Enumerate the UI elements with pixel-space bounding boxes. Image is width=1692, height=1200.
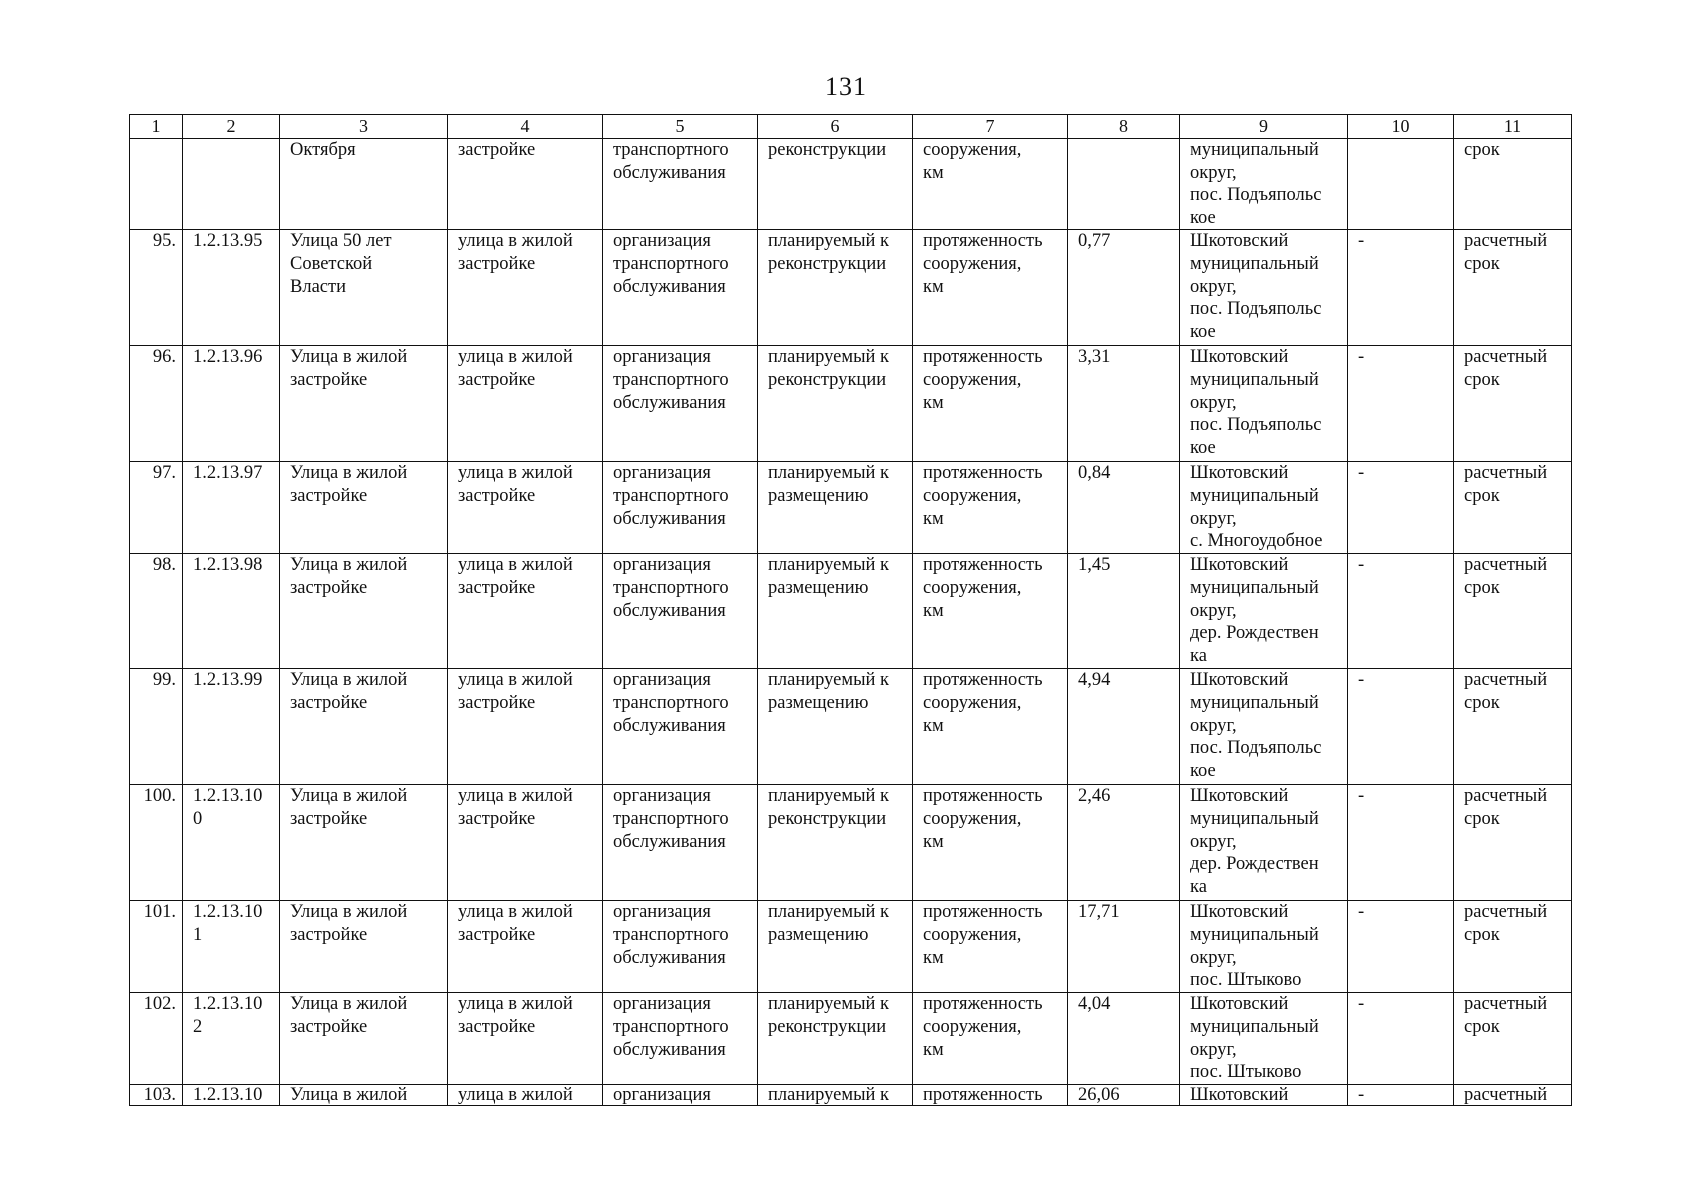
table-row: [130, 993, 1572, 1085]
value-cell: 4,94: [1068, 669, 1180, 785]
row-number-cell: 101.: [130, 901, 183, 993]
zone-cell: -: [1348, 230, 1454, 346]
table-row: [130, 346, 1572, 462]
zone-cell: -: [1348, 1085, 1454, 1106]
location-cell: Шкотовский муниципальный округ, с. Многоудобное: [1180, 462, 1348, 554]
value-cell: [1068, 139, 1180, 230]
object-code-cell: 1.2.13.95: [183, 230, 280, 346]
object-code-cell: 1.2.13.10 2: [183, 993, 280, 1085]
column-number: 4: [448, 115, 603, 139]
zone-cell: -: [1348, 993, 1454, 1085]
location-cell: Шкотовский муниципальный округ, дер. Рождествен ка: [1180, 785, 1348, 901]
object-code-cell: 1.2.13.99: [183, 669, 280, 785]
object-name-cell: Улица в жилой застройке: [280, 462, 448, 554]
value-cell: 17,71: [1068, 901, 1180, 993]
characteristic-cell: сооружения, км: [913, 139, 1068, 230]
term-cell: расчетный срок: [1454, 901, 1572, 993]
planning-table: [129, 114, 1572, 1106]
object-name-cell: Октября: [280, 139, 448, 230]
object-type-cell: улица в жилой застройке: [448, 554, 603, 669]
value-cell: 26,06: [1068, 1085, 1180, 1106]
column-number: 10: [1348, 115, 1454, 139]
row-number-cell: 99.: [130, 669, 183, 785]
purpose-cell: организация транспортного обслуживания: [603, 554, 758, 669]
column-number: 9: [1180, 115, 1348, 139]
object-name-cell: Улица в жилой застройке: [280, 993, 448, 1085]
status-cell: планируемый к реконструкции: [758, 785, 913, 901]
location-cell: Шкотовский муниципальный округ, пос. Подъяпольс кое: [1180, 669, 1348, 785]
column-number: 1: [130, 115, 183, 139]
table-row: [130, 669, 1572, 785]
object-code-cell: 1.2.13.97: [183, 462, 280, 554]
row-number-cell: [130, 139, 183, 230]
zone-cell: [1348, 139, 1454, 230]
object-name-cell: Улица в жилой застройке: [280, 785, 448, 901]
row-number-cell: 100.: [130, 785, 183, 901]
table-row: [130, 901, 1572, 993]
object-type-cell: застройке: [448, 139, 603, 230]
column-number: 8: [1068, 115, 1180, 139]
value-cell: 3,31: [1068, 346, 1180, 462]
table-row: [130, 554, 1572, 669]
status-cell: планируемый к размещению: [758, 669, 913, 785]
status-cell: планируемый к: [758, 1085, 913, 1106]
characteristic-cell: протяженность сооружения, км: [913, 901, 1068, 993]
object-name-cell: Улица в жилой застройке: [280, 669, 448, 785]
location-cell: Шкотовский муниципальный округ, пос. Подъяпольс кое: [1180, 230, 1348, 346]
purpose-cell: организация транспортного обслуживания: [603, 346, 758, 462]
row-number-cell: 103.: [130, 1085, 183, 1106]
value-cell: 1,45: [1068, 554, 1180, 669]
object-name-cell: Улица в жилой застройке: [280, 901, 448, 993]
characteristic-cell: протяженность: [913, 1085, 1068, 1106]
object-code-cell: 1.2.13.10: [183, 1085, 280, 1106]
column-number: 7: [913, 115, 1068, 139]
table-row: [130, 139, 1572, 230]
status-cell: планируемый к реконструкции: [758, 993, 913, 1085]
object-type-cell: улица в жилой застройке: [448, 785, 603, 901]
object-code-cell: 1.2.13.98: [183, 554, 280, 669]
table-row: [130, 1085, 1572, 1106]
purpose-cell: организация транспортного обслуживания: [603, 993, 758, 1085]
row-number-cell: 98.: [130, 554, 183, 669]
row-number-cell: 102.: [130, 993, 183, 1085]
object-code-cell: [183, 139, 280, 230]
location-cell: Шкотовский муниципальный округ, пос. Штыково: [1180, 993, 1348, 1085]
page-number: 131: [825, 72, 867, 101]
column-number: 11: [1454, 115, 1572, 139]
status-cell: планируемый к реконструкции: [758, 346, 913, 462]
value-cell: 2,46: [1068, 785, 1180, 901]
row-number-cell: 95.: [130, 230, 183, 346]
zone-cell: -: [1348, 785, 1454, 901]
location-cell: Шкотовский муниципальный округ, пос. Штыково: [1180, 901, 1348, 993]
term-cell: расчетный срок: [1454, 554, 1572, 669]
characteristic-cell: протяженность сооружения, км: [913, 669, 1068, 785]
table-row: [130, 785, 1572, 901]
object-type-cell: улица в жилой застройке: [448, 901, 603, 993]
object-type-cell: улица в жилой застройке: [448, 346, 603, 462]
term-cell: расчетный срок: [1454, 462, 1572, 554]
purpose-cell: транспортного обслуживания: [603, 139, 758, 230]
purpose-cell: организация: [603, 1085, 758, 1106]
term-cell: расчетный срок: [1454, 346, 1572, 462]
row-number-cell: 96.: [130, 346, 183, 462]
column-number: 6: [758, 115, 913, 139]
status-cell: реконструкции: [758, 139, 913, 230]
table-row: [130, 230, 1572, 346]
zone-cell: -: [1348, 901, 1454, 993]
row-number-cell: 97.: [130, 462, 183, 554]
value-cell: 0,77: [1068, 230, 1180, 346]
object-name-cell: Улица в жилой: [280, 1085, 448, 1106]
column-number-row: [130, 115, 1572, 139]
status-cell: планируемый к размещению: [758, 462, 913, 554]
zone-cell: -: [1348, 554, 1454, 669]
status-cell: планируемый к реконструкции: [758, 230, 913, 346]
term-cell: расчетный срок: [1454, 669, 1572, 785]
term-cell: срок: [1454, 139, 1572, 230]
term-cell: расчетный срок: [1454, 230, 1572, 346]
object-type-cell: улица в жилой застройке: [448, 993, 603, 1085]
location-cell: муниципальный округ, пос. Подъяпольс кое: [1180, 139, 1348, 230]
location-cell: Шкотовский муниципальный округ, пос. Подъяпольс кое: [1180, 346, 1348, 462]
zone-cell: -: [1348, 462, 1454, 554]
status-cell: планируемый к размещению: [758, 901, 913, 993]
object-type-cell: улица в жилой застройке: [448, 462, 603, 554]
object-code-cell: 1.2.13.10 1: [183, 901, 280, 993]
zone-cell: -: [1348, 669, 1454, 785]
object-name-cell: Улица в жилой застройке: [280, 554, 448, 669]
term-cell: расчетный: [1454, 1085, 1572, 1106]
object-code-cell: 1.2.13.10 0: [183, 785, 280, 901]
characteristic-cell: протяженность сооружения, км: [913, 346, 1068, 462]
object-name-cell: Улица в жилой застройке: [280, 346, 448, 462]
object-type-cell: улица в жилой застройке: [448, 669, 603, 785]
term-cell: расчетный срок: [1454, 993, 1572, 1085]
column-number: 3: [280, 115, 448, 139]
object-code-cell: 1.2.13.96: [183, 346, 280, 462]
status-cell: планируемый к размещению: [758, 554, 913, 669]
purpose-cell: организация транспортного обслуживания: [603, 462, 758, 554]
purpose-cell: организация транспортного обслуживания: [603, 669, 758, 785]
table-row: [130, 462, 1572, 554]
characteristic-cell: протяженность сооружения, км: [913, 785, 1068, 901]
term-cell: расчетный срок: [1454, 785, 1572, 901]
zone-cell: -: [1348, 346, 1454, 462]
object-type-cell: улица в жилой застройке: [448, 230, 603, 346]
value-cell: 0,84: [1068, 462, 1180, 554]
value-cell: 4,04: [1068, 993, 1180, 1085]
location-cell: Шкотовский муниципальный округ, дер. Рождествен ка: [1180, 554, 1348, 669]
characteristic-cell: протяженность сооружения, км: [913, 462, 1068, 554]
characteristic-cell: протяженность сооружения, км: [913, 554, 1068, 669]
location-cell: Шкотовский: [1180, 1085, 1348, 1106]
object-type-cell: улица в жилой: [448, 1085, 603, 1106]
purpose-cell: организация транспортного обслуживания: [603, 785, 758, 901]
purpose-cell: организация транспортного обслуживания: [603, 230, 758, 346]
column-number: 5: [603, 115, 758, 139]
characteristic-cell: протяженность сооружения, км: [913, 993, 1068, 1085]
object-name-cell: Улица 50 лет Советской Власти: [280, 230, 448, 346]
characteristic-cell: протяженность сооружения, км: [913, 230, 1068, 346]
column-number: 2: [183, 115, 280, 139]
purpose-cell: организация транспортного обслуживания: [603, 901, 758, 993]
